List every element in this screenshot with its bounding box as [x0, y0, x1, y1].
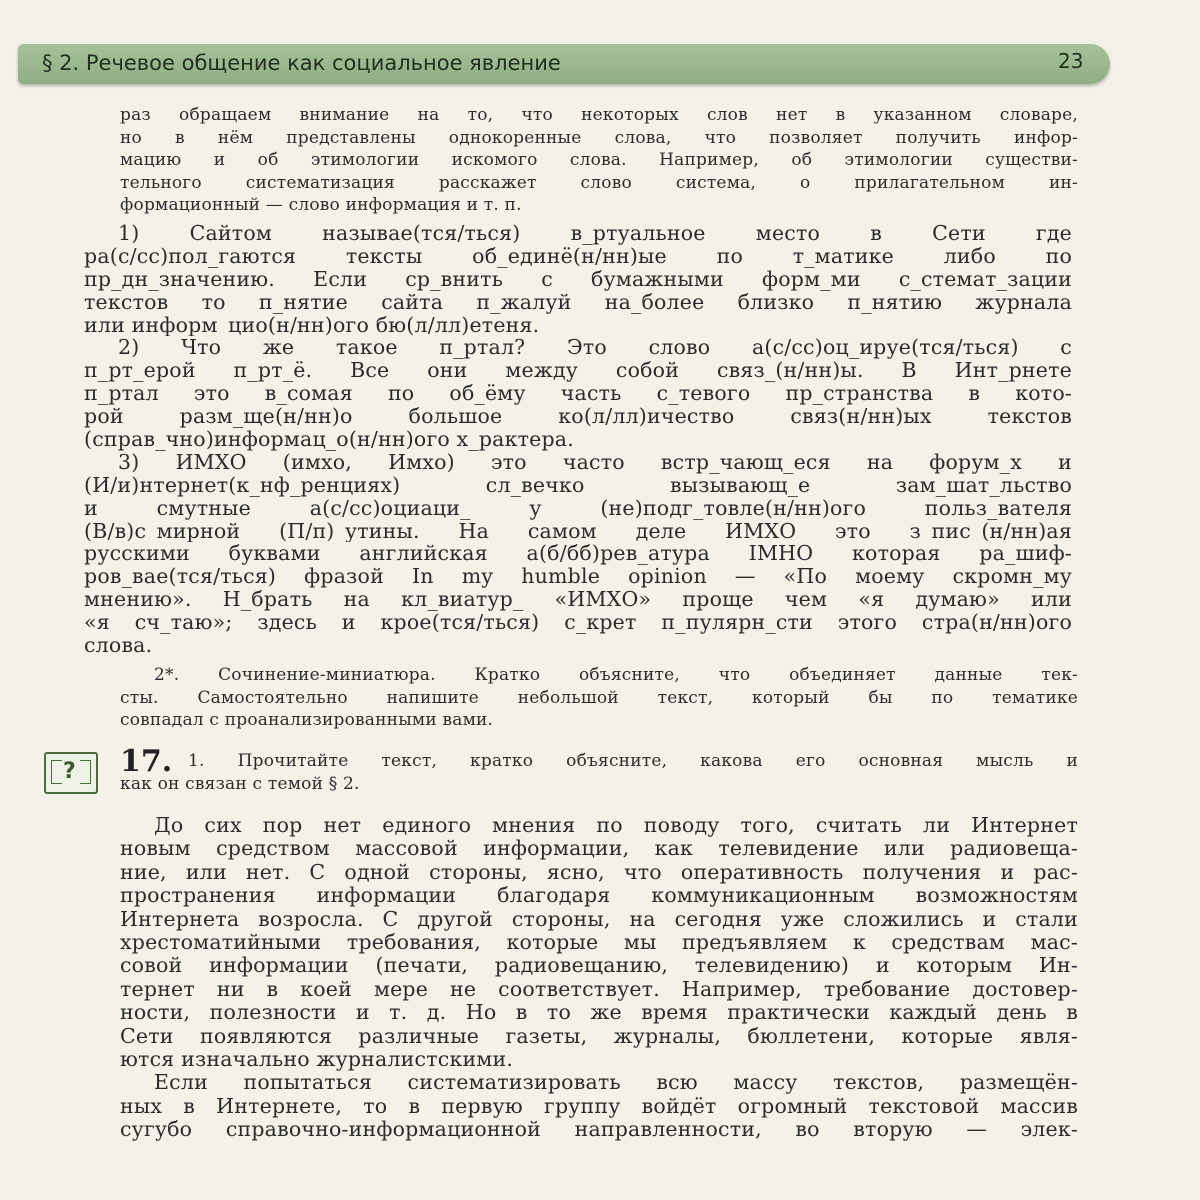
question-book-icon: ?	[44, 752, 98, 794]
page-number: 23	[1058, 49, 1084, 73]
intro-line: раз обращаем внимание на то, что некоторых слов нет в указанном словаре,	[120, 105, 1078, 125]
prose-line: хрестоматийными требования, которые мы предъявляем к средствам мас-	[120, 930, 1078, 954]
prose-line: совой информации (печати, радиовещанию, телевидению) и которым Ин-	[120, 954, 1078, 978]
exercise-line: текстов то п_нятие сайта п_жалуй на_более близко п_нятию журнала	[84, 290, 1072, 314]
exercise-line: 1) Сайтом называе(тся/ться) в_ртуальное место в Сети где	[118, 222, 1072, 245]
task17-line: 1. Прочитайте текст, кратко объясните, какова его основная мысль и	[188, 751, 1078, 771]
exercise-line: (справ_чно)информац_о(н/нн)ого х_рактера.	[84, 428, 574, 451]
exercise-line: п_ртал это в_сомая по об_ёму часть с_тевого пр_странства в кото-	[84, 382, 1072, 406]
exercise-line: или информ_цио(н/нн)ого бю(л/лл)етеня.	[84, 313, 540, 337]
exercise-line: 3) ИМХО (имхо, Имхо) это часто встр_чающ_еся на форум_х и	[118, 450, 1072, 474]
task17-instruction-cont	[120, 773, 1078, 796]
exercise-line: и смутные а(с/сс)оциаци_ у (не)подг_товле(н/нн)ого польз_вателя	[84, 496, 1072, 520]
prose-line: Интернета возросла. С другой стороны, на сегодня уже сложились и стали	[120, 907, 1078, 931]
task17-instruction	[188, 750, 1078, 773]
prose-line: пространения информации благодаря коммуникационным возможностям	[120, 884, 1078, 908]
prose-line: ности, полезности и т. д. Но в то же время практически каждый день в	[120, 1001, 1078, 1025]
exercise-line: пр_дн_значению. Если ср_внить с бумажными форм_ми с_стемат_зации	[84, 267, 1072, 291]
exercise-line: «я сч_таю»; здесь и кроe(тся/ться) с_крет п_пулярн_сти этого стра(н/нн)ого	[84, 611, 1072, 635]
intro-line: тельного систематизация расскажет слово система, о прилагательном ин-	[120, 172, 1078, 193]
exercise-line: п_рт_ерой п_рт_ё. Все они между собой связ_(н/нн)ы. В Инт_рнете	[84, 359, 1072, 383]
exercise-line: ра(с/сс)пол_гаются тексты об_единё(н/нн)ые по т_матике либо по	[84, 244, 1072, 268]
composition-line: сты. Самостоятельно напишите небольшой текст, который бы по тематике	[120, 687, 1078, 708]
exercise-line: 2) Что же такое п_ртал? Это слово а(с/сс)оц_ируе(тся/ться) с	[118, 336, 1072, 360]
exercise-line: русскими буквами английская а(б/бб)рев_атура IMHO которая ра_шиф-	[84, 542, 1072, 566]
task-number: 17.	[120, 744, 173, 779]
section-title: § 2. Речевое общение как социальное явление	[42, 51, 561, 75]
composition-line: 2*. Сочинение-миниатюра. Кратко объясните, что объединяет данные тек-	[154, 665, 1078, 685]
task17-line: как он связан с темой § 2.	[120, 774, 360, 794]
intro-line: но в нём представлены однокоренные слова, что позволяет получить инфор-	[120, 127, 1078, 148]
prose-line: Сети появляются различные газеты, журналы, бюллетени, которые явля-	[120, 1024, 1078, 1048]
composition-task	[120, 664, 1078, 732]
exercise-line: мнению». Н_брать на кл_виатур_ «ИМХО» проще чем «я думаю» или	[84, 588, 1072, 612]
section-header-band	[18, 44, 1110, 84]
prose-line: ние, или нет. С одной стороны, ясно, что оперативность получения и рас-	[120, 860, 1078, 884]
prose-line: сугубо справочно-информационной направленности, во вторую — элек-	[120, 1118, 1078, 1142]
prose-line: тернет ни в коей мере не соответствует. Например, требование достовер-	[120, 977, 1078, 1001]
prose-line: новым средством массовой информации, как телевидение или радиовеща-	[120, 837, 1078, 861]
exercise-line: ров_вае(тся/ться) фразой In my humble opinion — «По моему скромн_му	[84, 565, 1072, 589]
intro-paragraph	[120, 104, 1078, 217]
intro-line: мацию и об этимологии искомого слова. Например, об этимологии существи-	[120, 150, 1078, 170]
prose-line: До сих пор нет единого мнения по поводу того, считать ли Интернет	[154, 814, 1078, 837]
exercise-line: (И/и)нтернет(к_нф_ренциях) сл_вечко вызывающ_е зам_шат_льство	[84, 473, 1072, 497]
exercise-line: (В/в)с_мирной (П/п)_утины. На самом деле ИМХО это з_пис_(н/нн)ая	[84, 519, 1072, 543]
exercise-texts	[84, 222, 1072, 657]
exercise-line: слова.	[84, 634, 153, 657]
exercise-line: рой разм_ще(н/нн)о большое ко(л/лл)ичество связ(н/нн)ых текстов	[84, 405, 1072, 429]
reading-text	[120, 814, 1078, 1141]
prose-line: Если попытаться систематизировать всю массу текстов, размещён-	[154, 1071, 1078, 1095]
composition-line: совпадал с проанализированными вами.	[120, 710, 494, 730]
prose-line: ных в Интернете, то в первую группу войдёт огромный текстовой массив	[120, 1094, 1078, 1118]
prose-line: ются изначально журналистскими.	[120, 1047, 514, 1071]
intro-line: формационный — слово информация и т. п.	[120, 195, 522, 215]
